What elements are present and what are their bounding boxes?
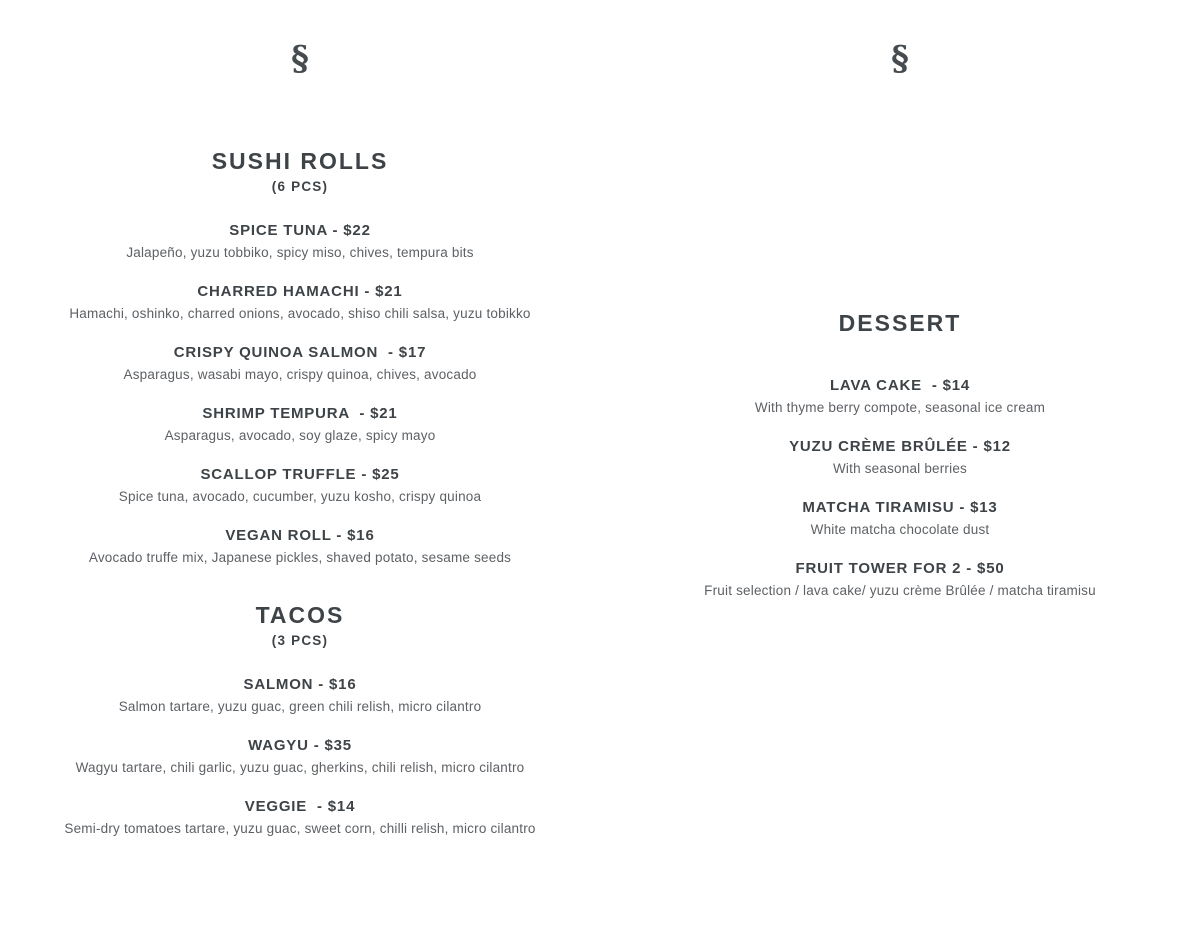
menu-item (0, 737, 600, 776)
item-description: Wagyu tartare, chili garlic, yuzu guac, gherkins, chili relish, micro cilantro (75, 760, 525, 775)
menu-item (600, 560, 1200, 599)
item-name: CHARRED HAMACHI - $21 (197, 283, 403, 300)
item-name: YUZU CRÈME BRÛLÉE - $12 (789, 438, 1011, 455)
menu-item (0, 466, 600, 505)
section-items (0, 222, 600, 566)
menu-item (0, 676, 600, 715)
section-mark-icon: § (291, 39, 309, 79)
item-name: SPICE TUNA - $22 (229, 222, 371, 239)
menu-item (0, 527, 600, 566)
item-name: VEGAN ROLL - $16 (225, 527, 375, 544)
item-description: White matcha chocolate dust (810, 522, 990, 537)
item-description: With seasonal berries (832, 461, 967, 476)
menu-item (0, 798, 600, 837)
section-items (600, 377, 1200, 599)
item-name: FRUIT TOWER FOR 2 - $50 (795, 560, 1005, 577)
item-description: Hamachi, oshinko, charred onions, avocado, shiso chili salsa, yuzu tobikko (69, 306, 531, 321)
section-items (0, 676, 600, 837)
item-name: SCALLOP TRUFFLE - $25 (200, 466, 400, 483)
menu-item (0, 222, 600, 261)
section-mark-icon: § (891, 39, 909, 79)
menu-item (600, 438, 1200, 477)
section-tacos (0, 602, 600, 837)
item-name: CRISPY QUINOA SALMON - $17 (173, 344, 427, 361)
item-name: SHRIMP TEMPURA - $21 (202, 405, 398, 422)
section-title: SUSHI ROLLS (211, 148, 389, 174)
section-sushi-rolls (0, 148, 600, 566)
item-description: Asparagus, avocado, soy glaze, spicy mayo (164, 428, 436, 443)
item-name: MATCHA TIRAMISU - $13 (802, 499, 998, 516)
item-name: WAGYU - $35 (248, 737, 352, 754)
item-name: SALMON - $16 (243, 676, 357, 693)
menu-item (0, 344, 600, 383)
menu-item (0, 405, 600, 444)
menu-item (600, 499, 1200, 538)
item-name: VEGGIE - $14 (244, 798, 356, 815)
item-description: Semi-dry tomatoes tartare, yuzu guac, sweet corn, chilli relish, micro cilantro (64, 821, 536, 836)
menu-item (600, 377, 1200, 416)
section-title: DESSERT (838, 310, 962, 336)
item-description: Avocado truffe mix, Japanese pickles, shaved potato, sesame seeds (88, 550, 512, 565)
item-description: With thyme berry compote, seasonal ice cream (754, 400, 1046, 415)
right-column (600, 0, 1200, 927)
item-description: Spice tuna, avocado, cucumber, yuzu kosho, crispy quinoa (118, 489, 482, 504)
item-name: LAVA CAKE - $14 (829, 377, 971, 394)
section-subtitle: (3 PCS) (271, 633, 329, 648)
section-title: TACOS (255, 602, 345, 628)
item-description: Salmon tartare, yuzu guac, green chili relish, micro cilantro (118, 699, 482, 714)
section-dessert (600, 310, 1200, 599)
menu-item (0, 283, 600, 322)
item-description: Asparagus, wasabi mayo, crispy quinoa, chives, avocado (123, 367, 477, 382)
item-description: Jalapeño, yuzu tobbiko, spicy miso, chives, tempura bits (126, 245, 474, 260)
item-description: Fruit selection / lava cake/ yuzu crème Brûlée / matcha tiramisu (704, 583, 1096, 598)
section-subtitle: (6 PCS) (271, 179, 329, 194)
